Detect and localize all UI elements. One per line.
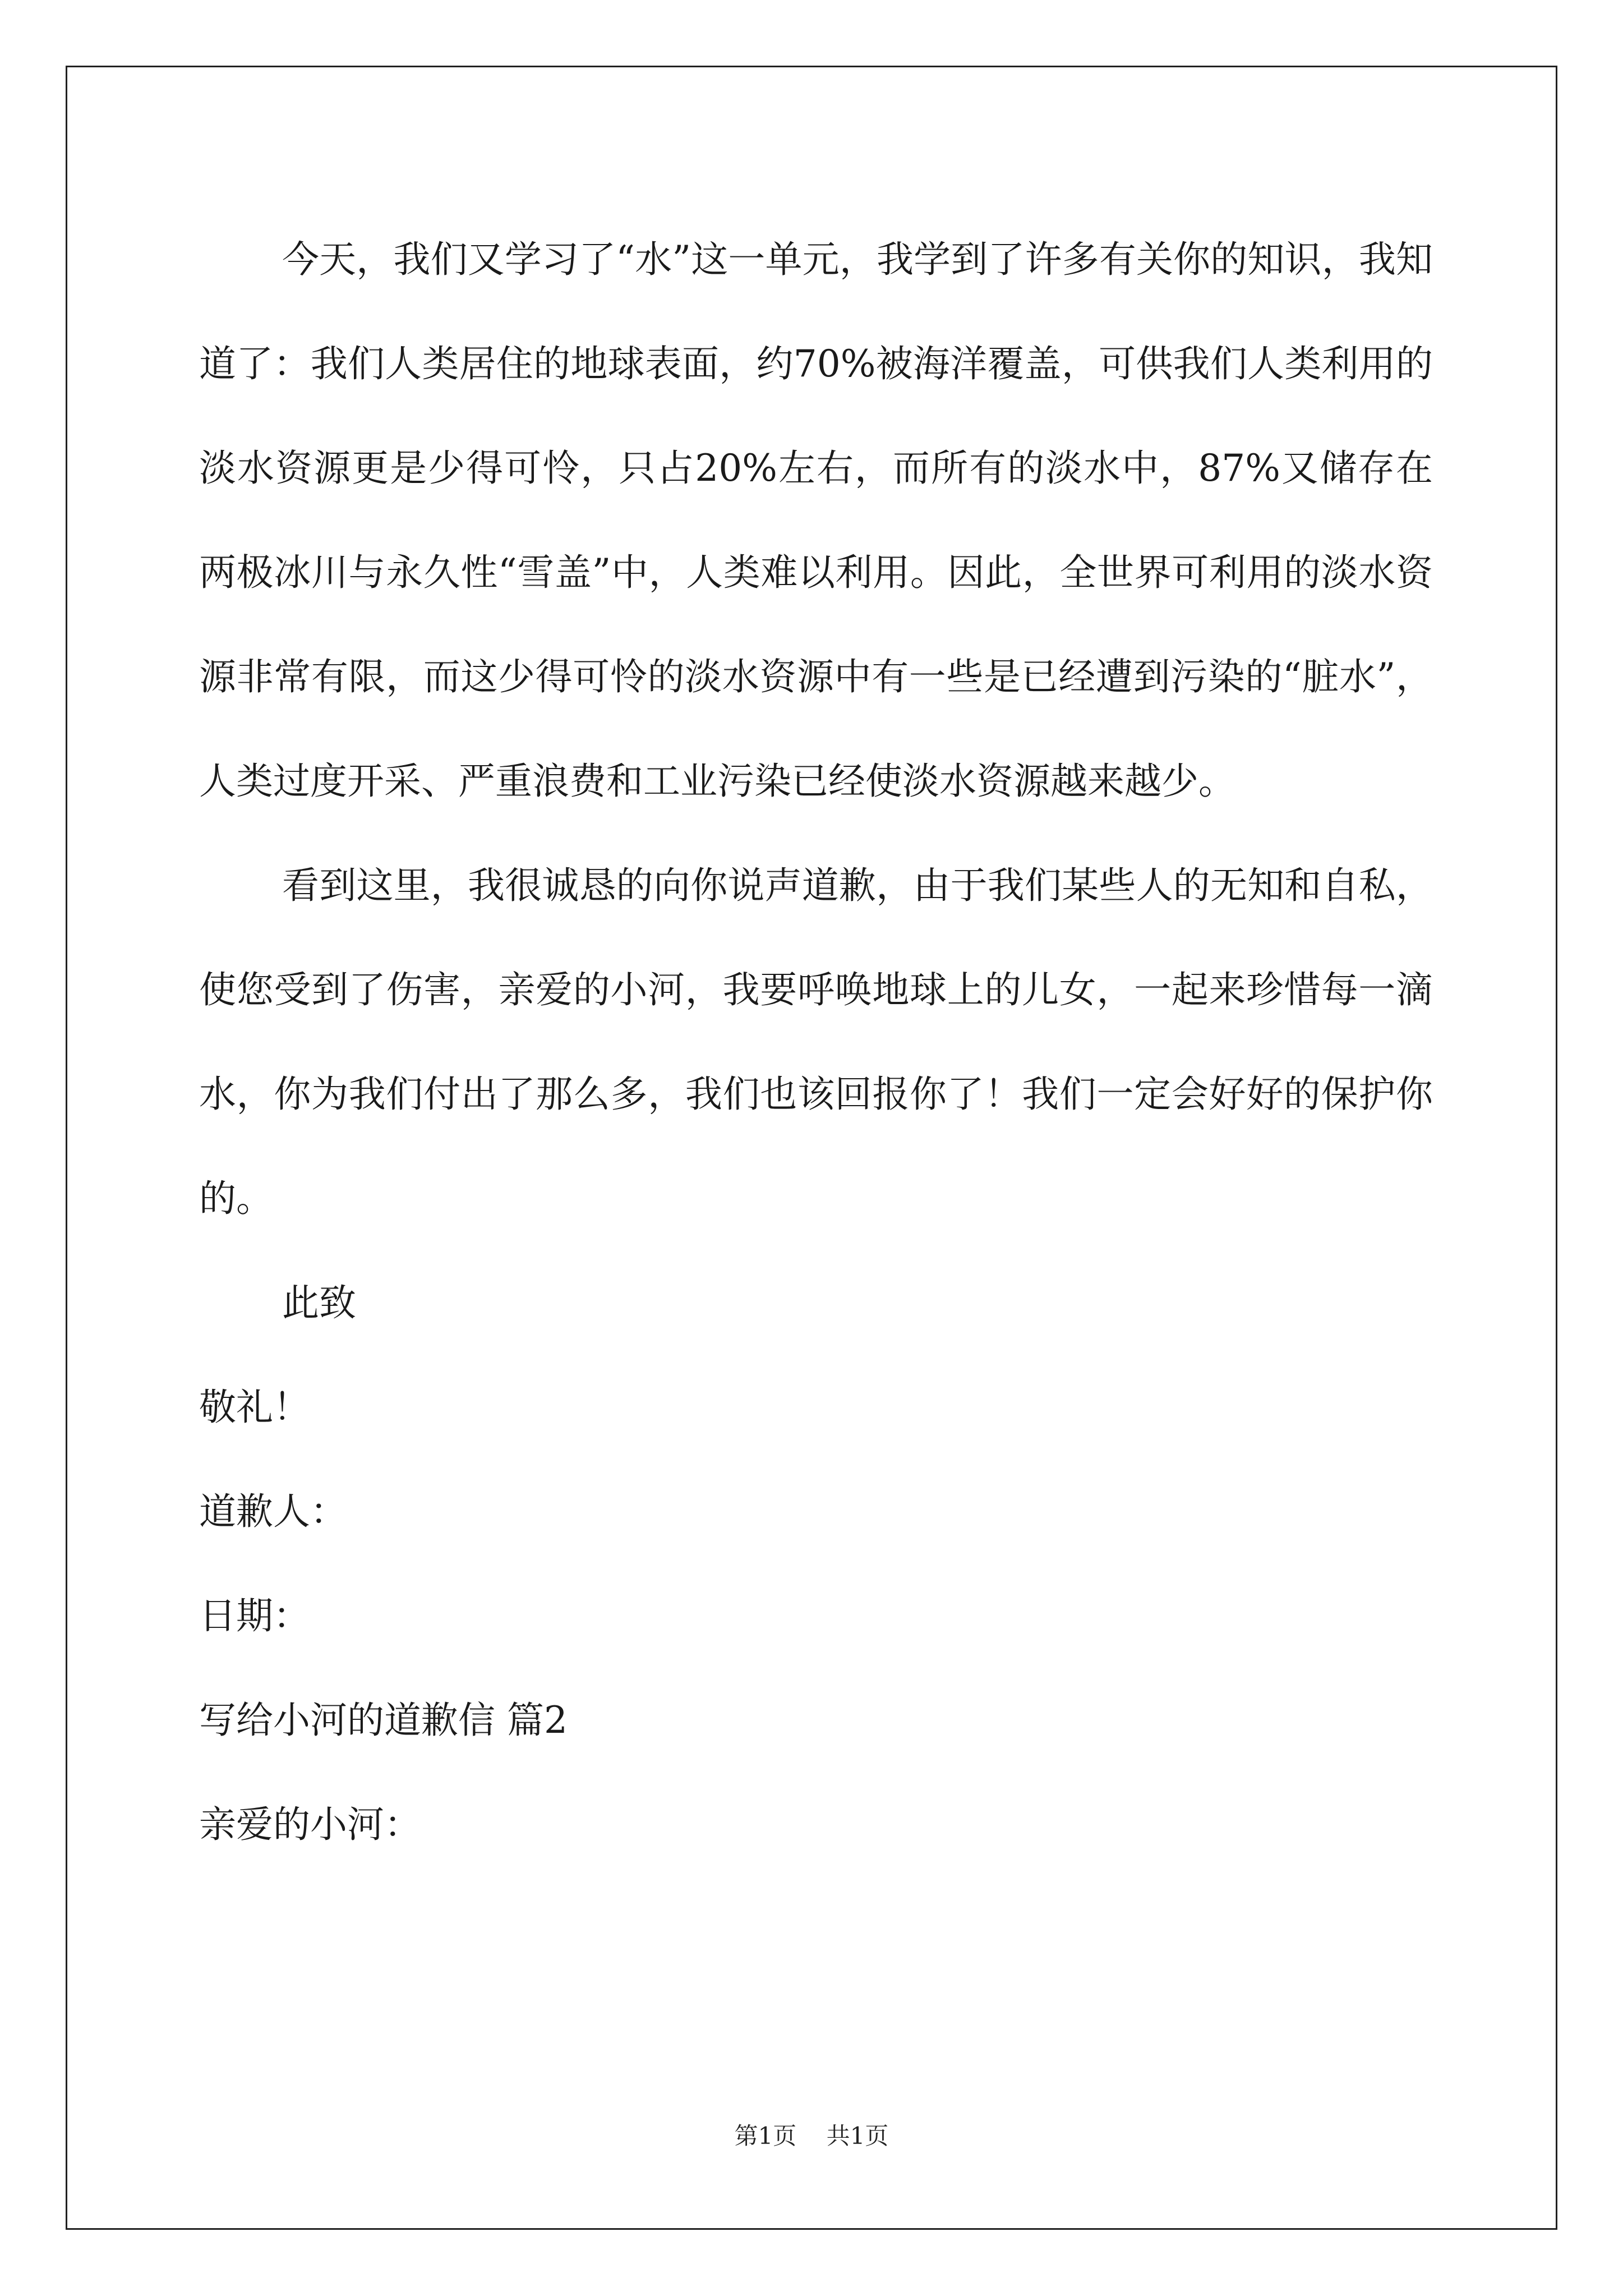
paragraph-apology: 看到这里，我很诚恳的向你说声道歉，由于我们某些人的无知和自私，使您受到了伤害，亲爱的小河，我要呼唤地球上的儿女，一起来珍惜每一滴水，你为我们付出了那么多，我们也该回报你了！我们一定会好好的保护你的。	[199, 864, 1433, 1220]
closing-salutation: 此致	[282, 1281, 356, 1324]
next-letter-title: 写给小河的道歉信 篇2	[199, 1699, 568, 1742]
regards: 敬礼！	[199, 1386, 310, 1429]
page-number-total: 共1页	[826, 2122, 889, 2150]
apologizer-label: 道歉人：	[199, 1490, 347, 1533]
page-number-current: 第1页	[734, 2122, 797, 2150]
paragraph-water-knowledge: 今天，我们又学习了“水”这一单元，我学到了许多有关你的知识，我知道了：我们人类居住的地球表面，约70%被海洋覆盖，可供我们人类利用的淡水资源更是少得可怜，只占20%左右，而所有的淡水中，87%又储存在两极冰川与永久性“雪盖”中，人类难以利用。因此，全世界可利用的淡水资源非常有限，而这少得可怜的淡水资源中有一些是已经遭到污染的“脏水”，人类过度开采、严重浪费和工业污染已经使淡水资源越来越少。	[199, 238, 1433, 803]
date-label: 日期：	[199, 1594, 310, 1637]
document-body	[199, 208, 1433, 1877]
next-letter-greeting: 亲爱的小河：	[199, 1803, 421, 1846]
page-footer	[0, 2119, 1623, 2153]
